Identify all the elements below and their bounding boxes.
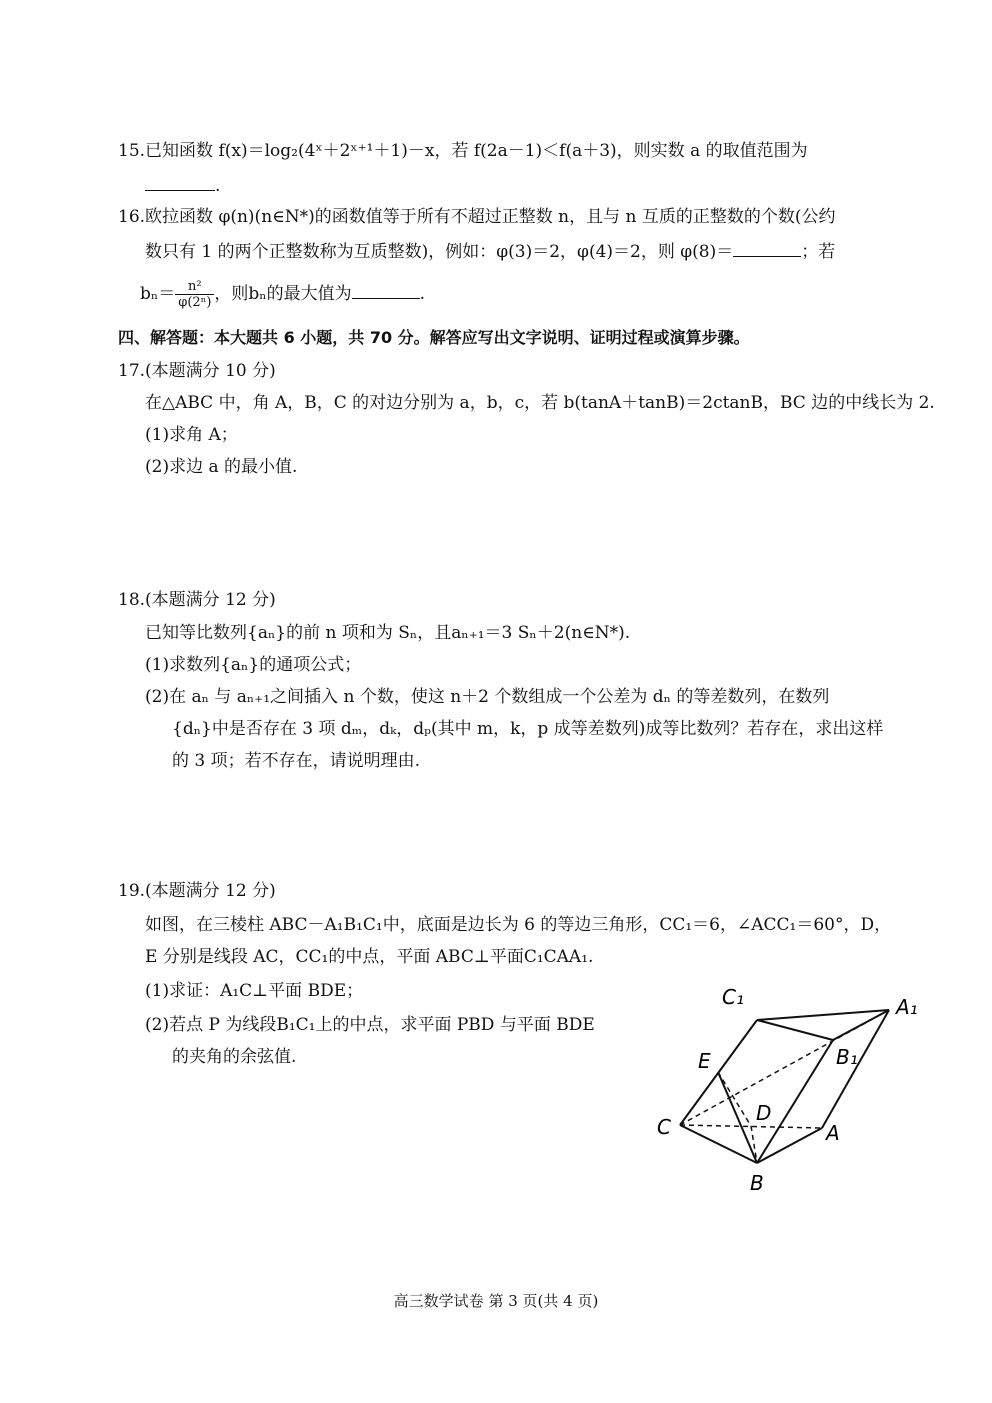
q17-stem: 在△ABC 中，角 A，B，C 的对边分别为 a，b，c，若 b(tanA＋tanB)＝2ctanB，BC 边的中线长为 2. <box>145 393 935 413</box>
q18-part2-line1: (2)在 aₙ 与 aₙ₊₁之间插入 n 个数，使这 n＋2 个数组成一个公差为 dₙ 的等差数列，在数列 <box>145 687 830 707</box>
q19-heading: 19.(本题满分 12 分) <box>118 881 276 901</box>
q16-line2-tail: ；若 <box>801 242 836 262</box>
q16-fraction-denominator: φ(2ⁿ) <box>178 295 212 310</box>
q19-part2-line2: 的夹角的余弦值. <box>172 1047 297 1067</box>
q17-part2: (2)求边 a 的最小值. <box>145 457 298 477</box>
q16-bn-lhs: bₙ＝ <box>140 284 176 304</box>
edge-C1A1 <box>757 1010 889 1020</box>
page-footer: 高三数学试卷 第 3 页(共 4 页) <box>393 1292 599 1310</box>
q18-part2-line3: 的 3 项；若不存在，请说明理由. <box>172 751 421 771</box>
q17-part1: (1)求角 A； <box>145 425 238 445</box>
q18-part2-line2: {dₙ}中是否存在 3 项 dₘ，dₖ，dₚ(其中 m，k，p 成等差数列)成等比数列？若存在，求出这样 <box>172 719 884 739</box>
label-C1: C₁ <box>722 985 744 1009</box>
q16-line3-end: . <box>419 284 426 304</box>
hidden-segment-ED <box>718 1072 751 1126</box>
label-C: C <box>657 1115 671 1139</box>
label-A: A <box>826 1121 840 1145</box>
label-B: B <box>750 1171 764 1195</box>
q15-line1: 15.已知函数 f(x)＝log₂(4ˣ＋2ˣ⁺¹＋1)－x，若 f(2a－1)＜f(a＋3)，则实数 a 的取值范围为 <box>118 141 808 161</box>
q18-stem: 已知等比数列{aₙ}的前 n 项和为 Sₙ，且aₙ₊₁＝3 Sₙ＋2(n∈N*). <box>145 623 631 643</box>
label-D: D <box>756 1101 772 1125</box>
section-4-heading: 四、解答题：本大题共 6 小题，共 70 分。解答应写出文字说明、证明过程或演算步骤。 <box>118 328 750 347</box>
q18-heading: 18.(本题满分 12 分) <box>118 590 276 610</box>
q19-stem-line2: E 分别是线段 AC，CC₁的中点，平面 ABC⊥平面C₁CAA₁. <box>145 947 594 967</box>
q16-line1: 16.欧拉函数 φ(n)(n∈N*)的函数值等于所有不超过正整数 n，且与 n 互质的正整数的个数(公约 <box>118 207 836 227</box>
label-B1: B₁ <box>836 1045 858 1069</box>
q17-heading: 17.(本题满分 10 分) <box>118 361 276 381</box>
q18-part1: (1)求数列{aₙ}的通项公式； <box>145 655 362 675</box>
q19-part2-line1: (2)若点 P 为线段B₁C₁上的中点，求平面 PBD 与平面 BDE <box>145 1015 595 1035</box>
edge-CB <box>680 1125 757 1163</box>
label-E: E <box>698 1049 711 1073</box>
q19-stem-line1: 如图，在三棱柱 ABC－A₁B₁C₁中，底面是边长为 6 的等边三角形，CC₁＝6，∠ACC₁＝60°，D， <box>145 915 892 935</box>
q19-part1: (1)求证：A₁C⊥平面 BDE； <box>145 981 364 1001</box>
q16-fraction-numerator: n² <box>175 279 214 295</box>
q16-line2-text: 数只有 1 的两个正整数称为互质整数)，例如：φ(3)＝2，φ(4)＝2，则 φ(8)＝ <box>145 242 734 262</box>
label-A1: A₁ <box>896 995 918 1019</box>
q15-end: . <box>215 176 221 196</box>
edge-C1B1 <box>757 1020 833 1040</box>
q16-line3-mid: ，则bₙ的最大值为 <box>214 284 352 304</box>
